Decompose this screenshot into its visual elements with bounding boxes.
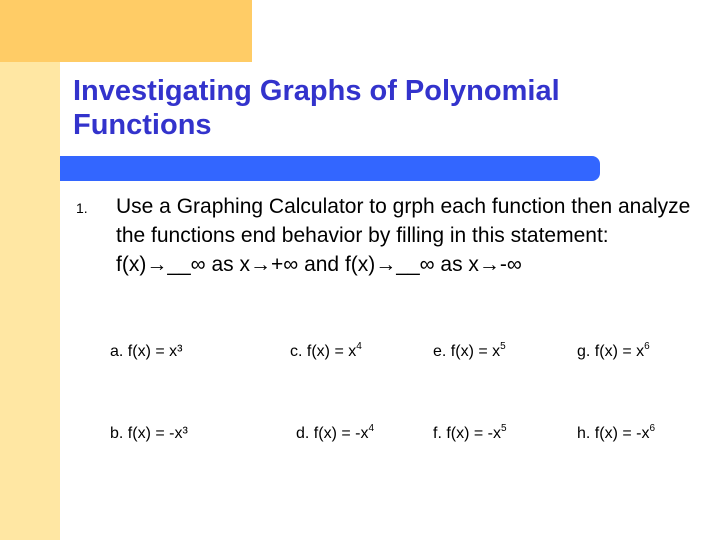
function-e-exponent: 5 bbox=[500, 341, 506, 352]
function-h bbox=[577, 425, 655, 443]
function-h-text: h. f(x) = -x bbox=[577, 425, 650, 442]
function-g bbox=[577, 343, 650, 361]
function-c-text: c. f(x) = x bbox=[290, 343, 357, 360]
list-item-number: 1. bbox=[76, 200, 88, 216]
function-f bbox=[433, 425, 507, 443]
slide-title: Investigating Graphs of Polynomial Functions bbox=[73, 75, 560, 141]
function-b bbox=[110, 425, 188, 443]
function-b-text: b. f(x) = -x³ bbox=[110, 425, 188, 442]
function-f-exponent: 5 bbox=[501, 423, 507, 434]
function-c-exponent: 4 bbox=[356, 341, 362, 352]
top-decor-band bbox=[0, 0, 252, 62]
left-decor-band bbox=[0, 0, 60, 540]
function-g-text: g. f(x) = x bbox=[577, 343, 645, 360]
title-underline-bar bbox=[60, 156, 600, 181]
function-e bbox=[433, 343, 506, 361]
function-h-exponent: 6 bbox=[649, 423, 656, 434]
function-g-exponent: 6 bbox=[644, 341, 650, 352]
function-d-text: d. f(x) = -x bbox=[296, 425, 369, 442]
instruction-text: Use a Graphing Calculator to grph each function then analyze the functions end behavior by filling in this statement: f(x)→__∞ as x→+∞ and f(x)→__∞ as x→-∞ bbox=[116, 195, 691, 276]
function-a bbox=[110, 343, 182, 361]
function-c bbox=[290, 343, 362, 361]
function-e-text: e. f(x) = x bbox=[433, 343, 501, 360]
function-f-text: f. f(x) = -x bbox=[433, 425, 501, 442]
function-a-text: a. f(x) = x³ bbox=[110, 343, 183, 360]
function-d bbox=[296, 425, 374, 443]
function-d-exponent: 4 bbox=[368, 423, 375, 434]
